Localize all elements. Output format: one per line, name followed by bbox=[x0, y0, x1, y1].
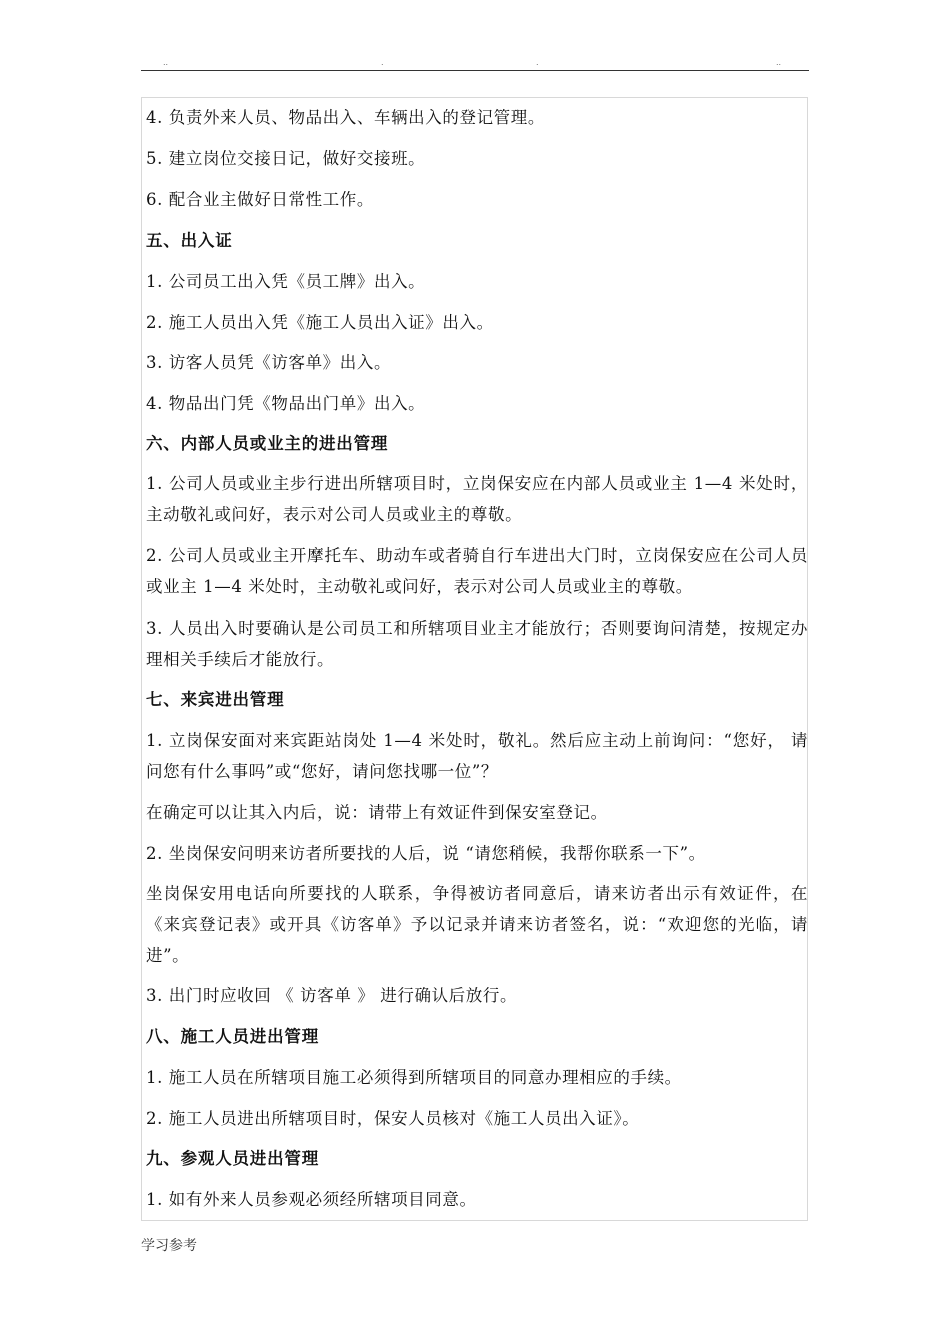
paragraph: 坐岗保安用电话向所要找的人联系，争得被访者同意后，请来访者出示有效证件，在《来宾登记表》或开具《访客单》予以记录并请来访者签名，说：“欢迎您的光临，请进”。 bbox=[146, 884, 808, 965]
header-mark: .. bbox=[776, 58, 782, 67]
paragraph: 3. 访客人员凭《访客单》出入。 bbox=[146, 353, 392, 372]
header-mark: . bbox=[381, 58, 384, 67]
section-heading: 八、施工人员进出管理 bbox=[146, 1027, 319, 1046]
paragraph: 2. 坐岗保安问明来访者所要找的人后，说 “请您稍候，我帮你联系一下”。 bbox=[146, 844, 706, 863]
paragraph: 2. 公司人员或业主开摩托车、助动车或者骑自行车进出大门时，立岗保安应在公司人员或业主 1—4 米处时，主动敬礼或问好，表示对公司人员或业主的尊敬。 bbox=[146, 546, 808, 596]
header-mark: . bbox=[536, 58, 539, 67]
paragraph: 3. 出门时应收回 《 访客单 》 进行确认后放行。 bbox=[146, 986, 518, 1005]
paragraph: 5. 建立岗位交接日记，做好交接班。 bbox=[146, 149, 426, 168]
paragraph: 1. 施工人员在所辖项目施工必须得到所辖项目的同意办理相应的手续。 bbox=[146, 1068, 682, 1087]
paragraph: 3. 人员出入时要确认是公司员工和所辖项目业主才能放行；否则要询问清楚，按规定办理相关手续后才能放行。 bbox=[146, 619, 808, 669]
header-marks bbox=[141, 58, 809, 68]
section-heading: 六、内部人员或业主的进出管理 bbox=[146, 434, 389, 453]
paragraph: 4. 物品出门凭《物品出门单》出入。 bbox=[146, 394, 426, 413]
footer-text: 学习参考 bbox=[141, 1238, 197, 1254]
paragraph: 1. 公司人员或业主步行进出所辖项目时，立岗保安应在内部人员或业主 1—4 米处时，主动敬礼或问好，表示对公司人员或业主的尊敬。 bbox=[146, 474, 808, 524]
paragraph: 4. 负责外来人员、物品出入、车辆出入的登记管理。 bbox=[146, 108, 545, 127]
paragraph: 1. 如有外来人员参观必须经所辖项目同意。 bbox=[146, 1190, 477, 1209]
paragraph: 1. 立岗保安面对来宾距站岗处 1—4 米处时，敬礼。然后应主动上前询问：“您好， 请问您有什么事吗”或“您好，请问您找哪一位”？ bbox=[146, 731, 808, 781]
section-heading: 九、参观人员进出管理 bbox=[146, 1149, 319, 1168]
section-heading: 七、来宾进出管理 bbox=[146, 690, 285, 709]
section-heading: 五、出入证 bbox=[146, 231, 233, 250]
header-mark: .. bbox=[163, 58, 169, 67]
header-rule bbox=[141, 70, 809, 71]
document-body bbox=[141, 97, 808, 1221]
paragraph: 在确定可以让其入内后，说：请带上有效证件到保安室登记。 bbox=[146, 803, 608, 822]
paragraph: 1. 公司员工出入凭《员工牌》出入。 bbox=[146, 272, 426, 291]
paragraph: 2. 施工人员进出所辖项目时，保安人员核对《施工人员出入证》。 bbox=[146, 1109, 640, 1128]
paragraph: 2. 施工人员出入凭《施工人员出入证》出入。 bbox=[146, 313, 494, 332]
paragraph: 6. 配合业主做好日常性工作。 bbox=[146, 190, 374, 209]
